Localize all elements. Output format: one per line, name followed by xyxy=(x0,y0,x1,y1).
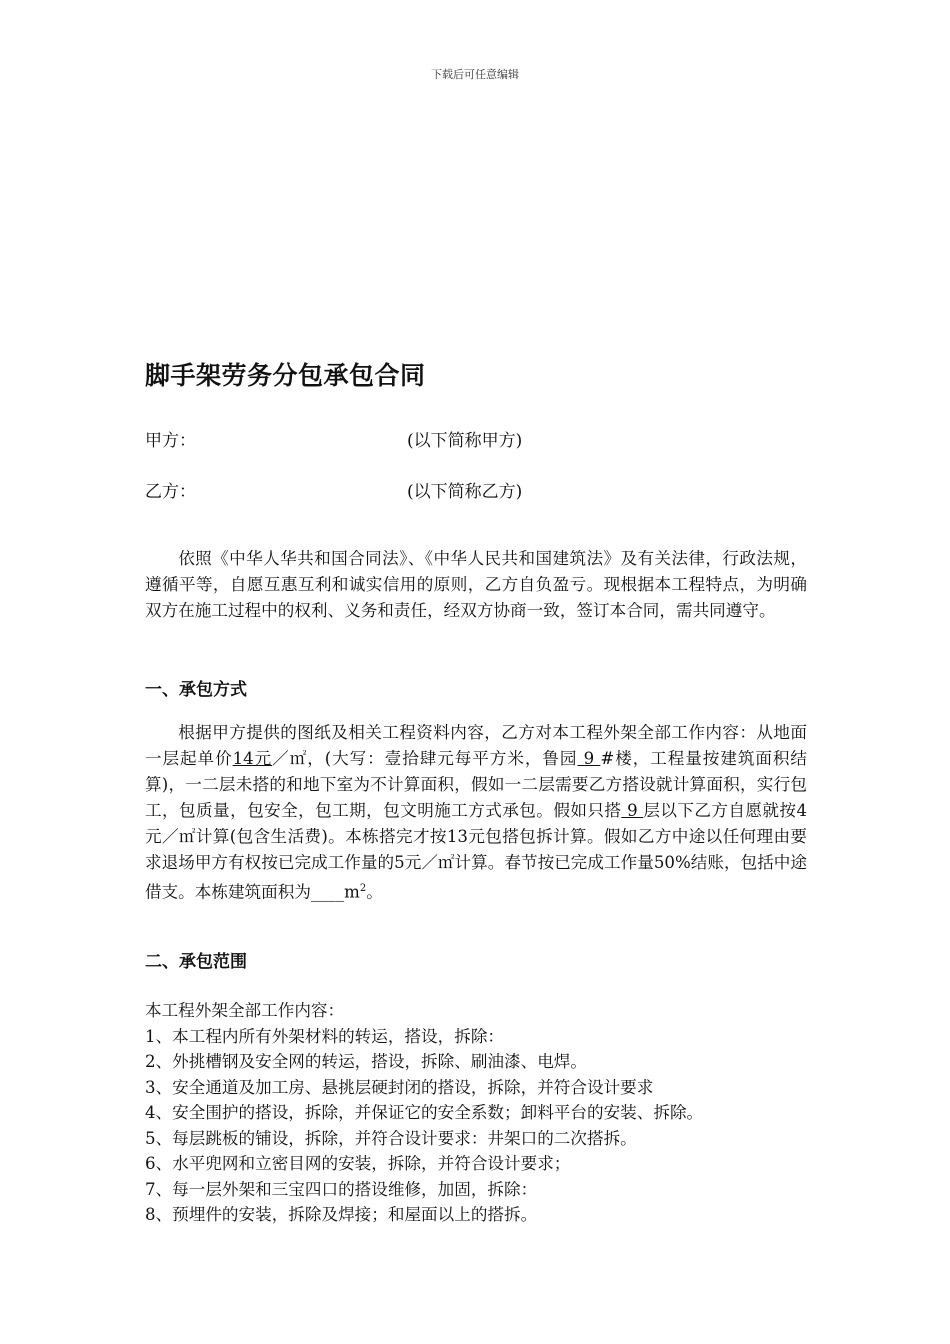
unit-price-value: 14元 xyxy=(232,749,273,768)
section-2-list xyxy=(145,998,825,1228)
preamble-block xyxy=(145,546,807,624)
party-b-label: 乙方： xyxy=(145,482,196,502)
list-item: 7、每一层外架和三宝四口的搭设维修，加固，拆除： xyxy=(145,1179,538,1199)
area-unit: m xyxy=(344,882,360,902)
s1-text-3: #楼，工程量按建筑面积结算)，一二层未搭的和地下室为不计算面积，假如一二层需要乙方搭设就计算面积，实行包工，包质量，包安全，包工期，包文明施工方式承包。假如只搭 xyxy=(145,749,807,820)
list-item: 5、每层跳板的铺设，拆除，并符合设计要求：井架口的二次搭拆。 xyxy=(145,1128,637,1148)
section-2-intro: 本工程外架全部工作内容： xyxy=(145,1001,345,1020)
s1-text-5: 。 xyxy=(366,882,383,902)
party-a-note: (以下简称甲方) xyxy=(407,431,523,451)
header-note: 下载后可任意编辑 xyxy=(431,68,519,81)
list-item: 3、安全通道及加工房、悬挑层硬封闭的搭设，拆除，并符合设计要求 xyxy=(145,1077,654,1097)
section-1-body xyxy=(145,720,807,906)
party-b-note: (以下简称乙方) xyxy=(407,482,523,502)
list-item: 6、水平兜网和立密目网的安装，拆除，并符合设计要求； xyxy=(145,1154,571,1173)
list-item: 4、安全围护的搭设，拆除，并保证它的安全系数；卸料平台的安装、拆除。 xyxy=(145,1103,704,1122)
list-item: 1、本工程内所有外架材料的转运，搭设，拆除： xyxy=(145,1026,505,1046)
area-blank: ____ xyxy=(310,882,345,902)
s1-text-2: ／㎡，(大写：壹拾肆元每平方米，鲁园 xyxy=(272,749,578,768)
area-unit-superscript: 2 xyxy=(359,883,367,894)
list-item: 2、外挑槽钢及安全网的转运，搭设，拆除、刷油漆、电焊。 xyxy=(145,1052,587,1071)
section-1-heading: 一、承包方式 xyxy=(145,680,247,700)
section-1-paragraph xyxy=(145,720,807,906)
list-item: 8、预埋件的安装，拆除及焊接；和屋面以上的搭拆。 xyxy=(145,1205,538,1224)
contract-title: 脚手架劳务分包承包合同 xyxy=(145,361,426,390)
building-number: 9 xyxy=(577,749,601,768)
party-a-label: 甲方： xyxy=(145,431,196,451)
s1-text-4: 层以下乙方自愿就按4元／㎡计算(包含生活费)。本栋搭完才按13元包搭包拆计算。假如乙方中途以任何理由要求退场甲方有权按已完成工作量的5元／㎡计算。春节按已完成工作量50%结账，包括中途借支。本栋建筑面积为 xyxy=(145,801,808,902)
preamble-paragraph: 依照《中华人华共和国合同法》、《中华人民共和国建筑法》及有关法律，行政法规，遵循平等，自愿互惠互利和诚实信用的原则，乙方自负盈亏。现根据本工程特点，为明确双方在施工过程中的权利、义务和责任，经双方协商一致，签订本合同，需共同遵守。 xyxy=(145,549,807,620)
party-b-line xyxy=(145,477,522,502)
floor-count: 9 xyxy=(621,801,644,820)
party-a-line xyxy=(145,426,522,451)
section-2-heading: 二、承包范围 xyxy=(145,952,247,972)
s1-text-1: 根据甲方提供的图纸及相关工程资料内容，乙方对本工程外架全部工作内容：从地面一层起单价 xyxy=(145,723,807,768)
